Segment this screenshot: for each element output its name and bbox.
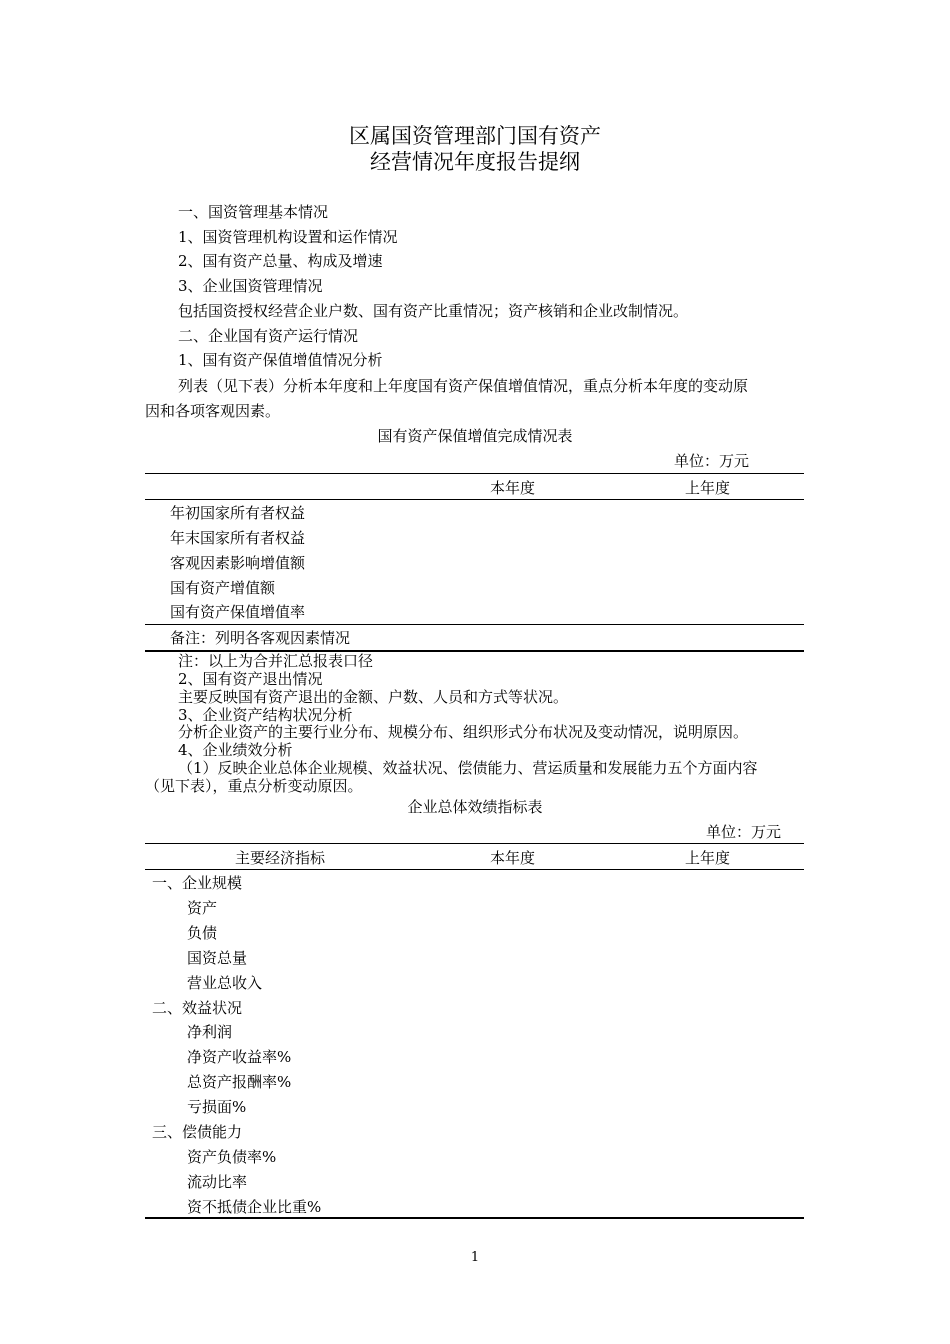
table-1-header-rule [145,499,804,500]
table-1-row: 国有资产增值额 [170,579,276,597]
table-2-row: 负债 [187,924,218,942]
table-1-remark-rule [145,624,804,625]
notes-item-3: 3、企业资产结构状况分析 [178,706,353,724]
notes-item-2: 2、国有资产退出情况 [178,670,323,688]
table-1-row: 客观因素影响增值额 [170,554,306,572]
table-2-row: 亏损面% [187,1098,247,1116]
table-1-header-current: 本年度 [489,479,535,497]
table-2-top-rule [145,843,804,844]
table-1-row: 年初国家所有者权益 [170,504,306,522]
table-1-top-rule [145,473,804,474]
table-2-header-current: 本年度 [489,849,535,867]
table-2-row: 资不抵债企业比重% [187,1198,322,1216]
note-text: 注：以上为合并汇总报表口径 [178,652,374,670]
table-2-row: 资产负债率% [187,1148,277,1166]
table-1-remark: 备注：列明各客观因素情况 [170,629,351,647]
document-title-line-1: 区属国资管理部门国有资产 [349,124,601,148]
table-1-row: 国有资产保值增值率 [170,603,306,621]
table-2-row: 二、效益状况 [152,999,243,1017]
table-2-row: 总资产报酬率% [187,1073,292,1091]
table-2-row: 营业总收入 [187,974,263,992]
section-1-item-2: 2、国有资产总量、构成及增速 [178,252,383,270]
notes-item-2-detail: 主要反映国有资产退出的金额、户数、人员和方式等状况。 [178,688,569,706]
section-1-detail: 包括国资授权经营企业户数、国有资产比重情况；资产核销和企业改制情况。 [178,302,689,320]
table-2-header-rule [145,869,804,870]
table-1-header-previous: 上年度 [684,479,730,497]
table-2-row: 流动比率 [187,1173,248,1191]
section-2-heading: 二、企业国有资产运行情况 [178,327,359,345]
table-2-row: 国资总量 [187,949,248,967]
table-2-header-previous: 上年度 [684,849,730,867]
notes-item-4-line-1: （1）反映企业总体企业规模、效益状况、偿债能力、营运质量和发展能力五个方面内容 [178,759,758,777]
table-1-caption: 国有资产保值增值完成情况表 [377,427,573,445]
document-title-line-2: 经营情况年度报告提纲 [370,150,580,174]
section-2-paragraph-line-2: 因和各项客观因素。 [145,402,281,420]
notes-item-4: 4、企业绩效分析 [178,741,293,759]
table-2-caption: 企业总体效绩指标表 [407,798,543,816]
table-2-row: 资产 [187,899,218,917]
table-2-row: 净资产收益率% [187,1048,292,1066]
notes-item-3-detail: 分析企业资产的主要行业分布、规模分布、组织形式分布状况及变动情况，说明原因。 [178,723,749,741]
section-2-item-1: 1、国有资产保值增值情况分析 [178,351,383,369]
page-number: 1 [470,1250,480,1265]
table-1-row: 年末国家所有者权益 [170,529,306,547]
section-1-item-3: 3、企业国资管理情况 [178,277,323,295]
table-1-unit: 单位：万元 [674,452,750,470]
section-1-heading: 一、国资管理基本情况 [178,203,329,221]
table-2-row: 三、偿债能力 [152,1123,243,1141]
table-2-header-indicator: 主要经济指标 [234,849,325,867]
table-2-row: 净利润 [187,1023,233,1041]
section-2-paragraph-line-1: 列表（见下表）分析本年度和上年度国有资产保值增值情况，重点分析本年度的变动原 [178,377,749,395]
table-2-row: 一、企业规模 [152,874,243,892]
section-1-item-1: 1、国资管理机构设置和运作情况 [178,228,398,246]
table-2-bottom-rule [145,1217,804,1219]
table-2-unit: 单位：万元 [706,823,782,841]
notes-item-4-line-2: （见下表），重点分析变动原因。 [145,777,363,795]
